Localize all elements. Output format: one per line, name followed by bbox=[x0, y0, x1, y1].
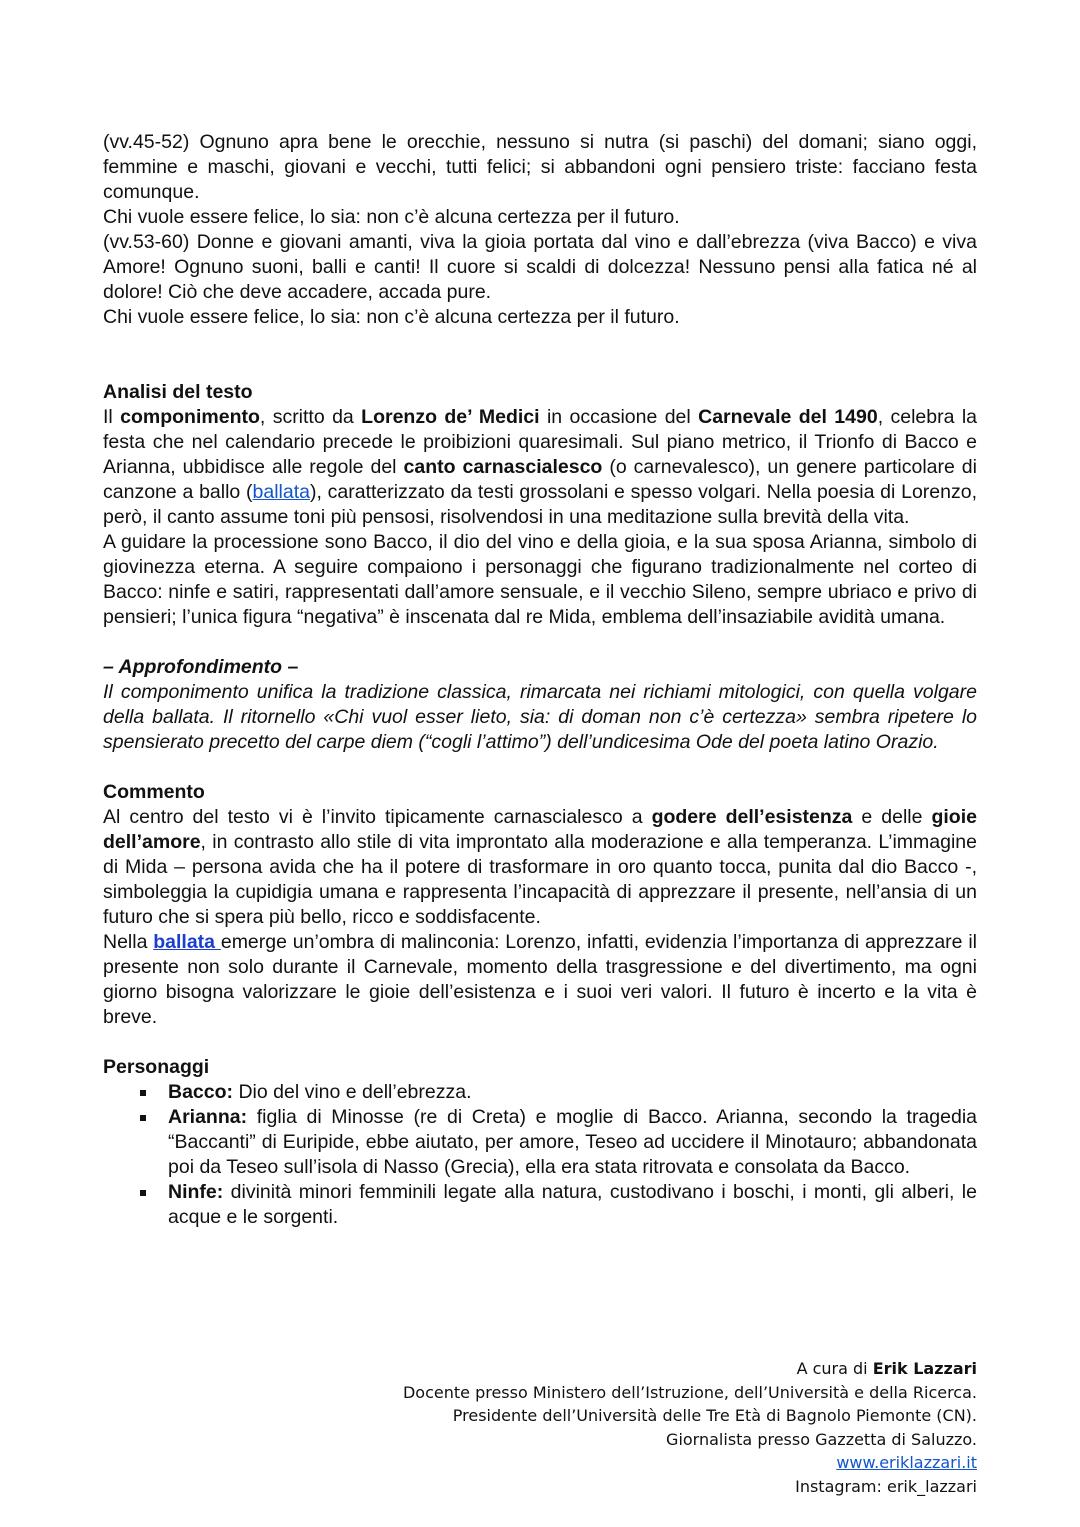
website-row bbox=[277, 1451, 977, 1475]
refrain-line: Chi vuole essere felice, lo sia: non c’è alcuna certezza per il futuro. bbox=[103, 206, 680, 228]
author-role: Docente presso Ministero dell’Istruzione, dell’Università e della Ricerca. bbox=[402, 1382, 977, 1402]
website-link[interactable]: www.eriklazzari.it bbox=[836, 1453, 977, 1472]
refrain-line: Chi vuole essere felice, lo sia: non c’è alcuna certezza per il futuro. bbox=[103, 306, 680, 328]
characters-section bbox=[103, 1055, 977, 1230]
comment-paragraph bbox=[103, 930, 977, 1030]
analysis-paragraph: A guidare la processione sono Bacco, il dio del vino e della gioia, e la sua sposa Arianna, simbolo di giovinezza eterna. A seguire compaiono i personaggi che figurano tradizionalmente nel corteo di Bacco: ninfe e satiri, rappresentati dall’amore sensuale, e il vecchio Sileno, sempre ubriaco e privo di pensieri; l’unica figura “negativa” è inscenata dal re Mida, emblema dell’insaziabile avidità umana. bbox=[103, 531, 977, 628]
author-name: Erik Lazzari bbox=[872, 1359, 977, 1378]
text-span: Nella bbox=[103, 931, 154, 953]
section-heading: – Approfondimento – bbox=[103, 656, 299, 678]
deepening-section bbox=[103, 655, 977, 755]
bold-term: godere dell’esistenza bbox=[651, 806, 853, 828]
deepening-paragraph: Il componimento unifica la tradizione classica, rimarcata nei richiami mitologici, con quella volgare della ballata. Il ritornello «Chi vuol esser lieto, sia: di doman non c’è certezza» sembra ripetere lo spensierato precetto del carpe diem (“cogli l’attimo”) dell’undicesima Ode del poeta latino Orazio. bbox=[103, 681, 977, 753]
text-span: e delle bbox=[852, 806, 932, 828]
bold-term: Lorenzo de’ Medici bbox=[361, 406, 540, 428]
character-name: Arianna: bbox=[168, 1106, 248, 1128]
paraphrase-section bbox=[103, 130, 977, 330]
comment-section bbox=[103, 780, 977, 1030]
section-heading: Analisi del testo bbox=[103, 381, 253, 403]
text-span: emerge un’ombra di malinconia: Lorenzo, infatti, evidenzia l’importanza di apprezzare il presente non solo durante il Carnevale, momento della trasgressione e del divertimento, ma ogni giorno bisogna valorizzare le gioie dell’esistenza e i suoi veri valori. Il futuro è incerto e la vita è breve. bbox=[103, 931, 977, 1028]
ballata-link[interactable]: ballata bbox=[153, 931, 221, 953]
comment-paragraph bbox=[103, 805, 977, 930]
curated-by bbox=[277, 1357, 977, 1381]
text-span: Al centro del testo vi è l’invito tipicamente carnascialesco a bbox=[103, 806, 652, 828]
text-span: Il bbox=[103, 406, 121, 428]
analysis-paragraph bbox=[103, 405, 977, 530]
spacer bbox=[103, 755, 977, 780]
characters-list bbox=[103, 1080, 977, 1230]
paraphrase-paragraph: (vv.53-60) Donne e giovani amanti, viva la gioia portata dal vino e dall’ebrezza (viva Bacco) e viva Amore! Ognuno suoni, balli e canti! Il cuore si scaldi di dolcezza! Nessuno pensi alla fatica né al dolore! Ciò che deve accadere, accada pure. bbox=[103, 231, 977, 303]
curated-prefix: A cura di bbox=[796, 1359, 873, 1378]
author-role: Giornalista presso Gazzetta di Saluzzo. bbox=[666, 1429, 977, 1449]
section-heading: Personaggi bbox=[103, 1056, 210, 1078]
ballata-link[interactable]: ballata bbox=[252, 481, 310, 503]
spacer bbox=[103, 330, 977, 355]
paraphrase-paragraph: (vv.45-52) Ognuno apra bene le orecchie, nessuno si nutra (si paschi) del domani; siano oggi, femmine e maschi, giovani e vecchi, tutti felici; si abbandoni ogni pensiero triste: facciano festa comunque. bbox=[103, 131, 977, 203]
character-description: Dio del vino e dell’ebrezza. bbox=[233, 1081, 472, 1103]
character-description: figlia di Minosse (re di Creta) e moglie di Bacco. Arianna, secondo la tragedia “Baccanti” di Euripide, ebbe aiutato, per amore, Teseo ad uccidere il Minotauro; abbandonata poi da Teseo sull’isola di Nasso (Grecia), ella era stata ritrovata e consolata da Bacco. bbox=[168, 1106, 977, 1178]
list-item bbox=[168, 1180, 977, 1230]
character-name: Bacco: bbox=[168, 1081, 234, 1103]
bold-term: canto carnascialesco bbox=[403, 456, 603, 478]
list-item bbox=[168, 1080, 977, 1105]
analysis-section bbox=[103, 380, 977, 630]
list-item bbox=[168, 1105, 977, 1180]
character-name: Ninfe: bbox=[168, 1181, 224, 1203]
spacer bbox=[103, 1030, 977, 1055]
bold-term: componimento bbox=[120, 406, 260, 428]
text-span: , celebra la festa che nel calendario precede le proibizioni quaresimali. Sul piano metrico, il Trionfo di Bacco e Arianna, ubbidisce alle regole del bbox=[103, 406, 978, 478]
spacer bbox=[103, 355, 977, 380]
text-span: (o carnevalesco), un genere particolare di canzone a ballo ( bbox=[103, 456, 977, 503]
spacer bbox=[103, 630, 977, 655]
text-span: , in contrasto allo stile di vita improntato alla moderazione e alla temperanza. L’immagine di Mida – persona avida che ha il potere di trasformare in oro quanto tocca, punita dal dio Bacco -, simboleggia la cupidigia umana e rappresenta l’incapacità di apprezzare il presente, nell’ansia di un futuro che si spera più bello, ricco e soddisfacente. bbox=[103, 831, 977, 928]
bold-term: Carnevale del 1490 bbox=[698, 406, 878, 428]
text-span: ), caratterizzato da testi grossolani e spesso volgari. Nella poesia di Lorenzo, però, il canto assume toni più pensosi, risolvendosi in una meditazione sulla brevità della vita. bbox=[103, 481, 977, 528]
text-span: , scritto da bbox=[259, 406, 362, 428]
author-footer bbox=[277, 1357, 977, 1498]
author-role: Presidente dell’Università delle Tre Età di Bagnolo Piemonte (CN). bbox=[452, 1406, 977, 1425]
bold-term: gioie dell’amore bbox=[103, 806, 977, 853]
text-span: in occasione del bbox=[539, 406, 699, 428]
section-heading: Commento bbox=[103, 781, 205, 803]
document-body bbox=[103, 130, 977, 1230]
instagram-handle: Instagram: erik_lazzari bbox=[795, 1476, 977, 1496]
character-description: divinità minori femminili legate alla natura, custodivano i boschi, i monti, gli alberi, le acque e le sorgenti. bbox=[168, 1181, 977, 1228]
